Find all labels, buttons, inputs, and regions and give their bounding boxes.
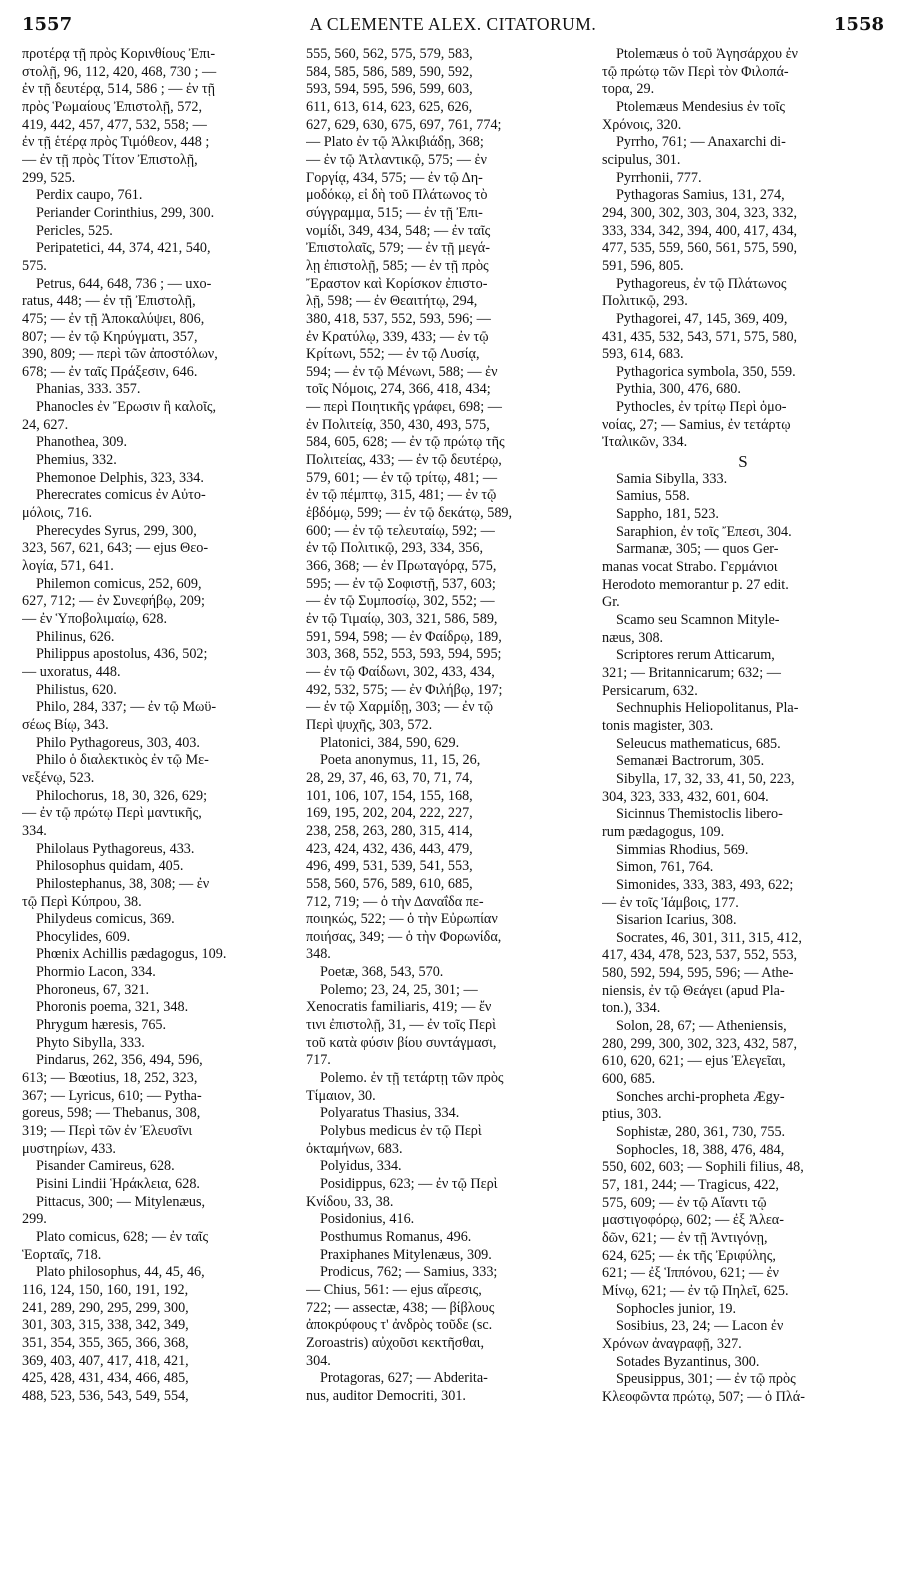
index-line: scipulus, 301. [602, 151, 681, 168]
index-line: 334. [22, 822, 47, 839]
index-line: ἐν Πολιτείᾳ, 350, 430, 493, 575, [306, 416, 490, 433]
index-line: Praxiphanes Mitylenæus, 309. [320, 1246, 492, 1263]
index-line: Τίμαιον, 30. [306, 1087, 376, 1104]
index-line: Κλεοφῶντα πρώτῳ, 507; — ὁ Πλά- [602, 1388, 805, 1405]
index-line: 366, 368; — ἐν Πρωταγόρᾳ, 575, [306, 558, 497, 575]
index-line: 584, 585, 586, 589, 590, 592, [306, 63, 473, 80]
index-line: Philippus apostolus, 436, 502; [36, 646, 208, 663]
left-page-number: 1557 [22, 14, 73, 35]
index-line: Philinus, 626. [36, 628, 115, 645]
index-line: Phœnix Achillis pædagogus, 109. [36, 946, 227, 963]
index-line: Pisander Camireus, 628. [36, 1158, 175, 1175]
index-line: Saraphion, ἐν τοῖς Ἔπεσι, 304. [616, 523, 792, 540]
index-line: Philydeus comicus, 369. [36, 911, 175, 928]
index-line: Polyidus, 334. [320, 1158, 402, 1175]
index-line: ὀκταμήνων, 683. [306, 1140, 403, 1157]
index-line: 367; — Lyricus, 610; — Pytha- [22, 1087, 202, 1104]
index-line: προτέρᾳ τῇ πρὸς Κορινθίους Ἐπι- [22, 46, 216, 62]
index-line: Phocylides, 609. [36, 928, 131, 945]
index-line: nus, auditor Democriti, 301. [306, 1387, 466, 1404]
index-line: 419, 442, 457, 477, 532, 558; — [22, 116, 207, 133]
index-line: Simmias Rhodius, 569. [616, 841, 749, 858]
index-line: Polybus medicus ἐν τῷ Περὶ [320, 1123, 482, 1140]
index-column-left [22, 46, 294, 1406]
index-line: 57, 181, 244; — Tragicus, 422, [602, 1177, 779, 1193]
index-line: μόλοις, 716. [22, 505, 93, 522]
index-line: λῇ, 598; — ἐν Θεαιτήτῳ, 294, [306, 293, 478, 310]
index-line: Philo ὁ διαλεκτικὸς ἐν τῷ Με- [36, 752, 209, 769]
index-line: Χρόνοις, 320. [602, 116, 682, 133]
index-line: Sonches archi-propheta Ægy- [616, 1088, 785, 1105]
index-line: ἐν τῷ Τιμαίῳ, 303, 321, 586, 589, [306, 611, 498, 627]
index-line: τῷ πρώτῳ τῶν Περὶ τὸν Φιλοπά- [602, 63, 789, 80]
index-line: Polemo; 23, 24, 25, 301; — [320, 981, 478, 998]
index-line: ποιηκώς, 522; — ὁ τὴν Εὐρωπίαν [306, 911, 498, 928]
index-line: 593, 614, 683. [602, 346, 684, 363]
index-line: 299. [22, 1211, 47, 1228]
index-line: Phemonoe Delphis, 323, 334. [36, 469, 204, 486]
index-line: 323, 567, 621, 643; — ejus Θεο- [22, 540, 209, 557]
index-line: Scamo seu Scamnon Mityle- [616, 612, 780, 628]
index-line: 558, 560, 576, 589, 610, 685, [306, 875, 473, 892]
index-line: Speusippus, 301; — ἐν τῷ πρὸς [616, 1371, 796, 1388]
index-line: Χρόνων ἀναγραφῇ, 327. [602, 1335, 742, 1352]
index-line: 348. [306, 946, 331, 963]
index-line: τῷ Περὶ Κύπρου, 38. [22, 893, 142, 910]
index-line: Περὶ ψυχῆς, 303, 572. [306, 716, 433, 733]
index-line: 712, 719; — ὁ τὴν Δαναΐδα πε- [306, 893, 484, 910]
index-line: Plato comicus, 628; — ἐν ταῖς [36, 1228, 209, 1245]
page-header [22, 14, 884, 42]
index-line: — ἐν τῷ Φαίδωνι, 302, 433, 434, [306, 663, 495, 680]
index-line: 380, 418, 537, 552, 593, 596; — [306, 310, 491, 327]
index-line: — ἐν τῷ Συμποσίῳ, 302, 552; — [306, 593, 495, 610]
index-line: ποιήσας, 349; — ὁ τὴν Φορωνίδα, [306, 928, 502, 945]
index-line: næus, 308. [602, 629, 664, 646]
index-line: Samia Sibylla, 333. [616, 470, 728, 487]
index-line: Phoronis poema, 321, 348. [36, 999, 189, 1016]
index-line: 319; — Περὶ τῶν ἐν Ἐλευσῖνι [22, 1123, 193, 1140]
index-line: — ἐν τῷ πρώτῳ Περὶ μαντικῆς, [22, 805, 202, 822]
index-line: 717. [306, 1052, 331, 1069]
right-page-number: 1558 [833, 14, 884, 35]
index-line: Zoroastris) αὐχοῦσι κεκτῆσθαι, [306, 1334, 484, 1351]
index-line: Sibylla, 17, 32, 33, 41, 50, 223, [616, 770, 795, 787]
index-column-middle [306, 46, 586, 1406]
index-line: 321; — Britannicarum; 632; — [602, 664, 781, 681]
index-line: Pherecrates comicus ἐν Αὐτο- [36, 487, 206, 504]
index-line: Sophistæ, 280, 361, 730, 755. [616, 1124, 786, 1141]
index-line: 595; — ἐν τῷ Σοφιστῇ, 537, 603; [306, 575, 496, 592]
index-line: 550, 602, 603; — Sophili filius, 48, [602, 1159, 804, 1176]
index-line: 417, 434, 478, 523, 537, 552, 553, [602, 947, 798, 964]
index-line: Pyrrhonii, 777. [616, 169, 702, 186]
index-line: — περὶ Ποιητικῆς γράφει, 698; — [306, 399, 502, 416]
index-line: Μίνῳ, 621; — ἐν τῷ Πηλεῖ, 625. [602, 1282, 789, 1299]
index-line: Phanothea, 309. [36, 434, 128, 451]
index-line: tonis magister, 303. [602, 717, 714, 734]
index-line: Phyto Sibylla, 333. [36, 1034, 145, 1051]
index-line: μαστιγοφόρῳ, 602; — ἐξ Ἀλεα- [602, 1212, 784, 1229]
index-line: Petrus, 644, 648, 736 ; — uxo- [36, 275, 212, 292]
index-line: Philo, 284, 337; — ἐν τῷ Μωϋ- [36, 699, 217, 716]
index-line: 593, 594, 595, 596, 599, 603, [306, 81, 473, 98]
index-line: 807; — ἐν τῷ Κηρύγματι, 357, [22, 328, 198, 345]
index-line: Ἔραστον καὶ Κορίσκον ἐπιστο- [306, 275, 488, 292]
index-line: μυστηρίων, 433. [22, 1140, 116, 1157]
index-line: μοδόκῳ, εἰ δὴ τοῦ Πλάτωνος τὸ [306, 187, 488, 204]
index-line: Simonides, 333, 383, 493, 622; [616, 876, 794, 893]
index-line: Solon, 28, 67; — Atheniensis, [616, 1018, 787, 1035]
index-line: 28, 29, 37, 46, 63, 70, 71, 74, [306, 769, 473, 786]
index-line: νοίας, 27; — Samius, ἐν τετάρτῳ [602, 416, 791, 433]
index-line: Sosibius, 23, 24; — Lacon ἐν [616, 1318, 784, 1335]
index-line: Prodicus, 762; — Samius, 333; [320, 1264, 498, 1281]
index-line: τορα, 29. [602, 81, 655, 98]
index-line: λῃ ἐπιστολῇ, 585; — ἐν τῇ πρὸς [306, 257, 489, 274]
index-line: Platonici, 384, 590, 629. [320, 734, 460, 751]
index-line: 575. [22, 257, 47, 274]
index-line: 722; — assectæ, 438; — βίβλους [306, 1299, 495, 1316]
index-line: Sappho, 181, 523. [616, 506, 719, 523]
index-line: Periander Corinthius, 299, 300. [36, 204, 215, 221]
index-line: Protagoras, 627; — Abderita- [320, 1370, 488, 1387]
index-line: ton.), 334. [602, 1000, 661, 1017]
index-line: Poeta anonymus, 11, 15, 26, [320, 752, 481, 769]
index-line: niensis, ἐν τῷ Θεάγει (apud Pla- [602, 982, 785, 999]
index-line: Pericles, 525. [36, 222, 113, 239]
index-line: 624, 625; — ἐκ τῆς Ἐριφύλης, [602, 1247, 776, 1264]
index-line: Sarmanæ, 305; — quos Ger- [616, 541, 779, 558]
index-line: 600, 685. [602, 1071, 656, 1088]
index-line: Poetæ, 368, 543, 570. [320, 964, 444, 981]
index-line: Philemon comicus, 252, 609, [36, 575, 202, 592]
index-line: — ἐν τῷ Ἀτλαντικῷ, 575; — ἐν [306, 151, 487, 168]
index-line: Γοργίᾳ, 434, 575; — ἐν τῷ Δη- [306, 169, 483, 186]
index-line: 101, 106, 107, 154, 155, 168, [306, 787, 473, 804]
index-line: 304. [306, 1352, 331, 1369]
index-line: Phrygum hæresis, 765. [36, 1017, 167, 1034]
index-line: 591, 594, 598; — ἐν Φαίδρῳ, 189, [306, 628, 502, 645]
index-line: 610, 620, 621; — ejus Ἐλεγεῖαι, [602, 1053, 786, 1070]
index-line: ἐν τῇ ἑτέρᾳ πρὸς Τιμόθεον, 448 ; [22, 134, 210, 151]
index-line: 613; — Bœotius, 18, 252, 323, [22, 1070, 198, 1087]
index-line: 555, 560, 562, 575, 579, 583, [306, 46, 473, 62]
index-line: rum pædagogus, 109. [602, 823, 725, 840]
index-line: Xenocratis familiaris, 419; — ἔν [306, 999, 492, 1016]
index-line: Scriptores rerum Atticarum, [616, 647, 775, 664]
index-line: Posthumus Romanus, 496. [320, 1228, 472, 1245]
index-line: Perdix caupo, 761. [36, 187, 143, 204]
index-line: Philo Pythagoreus, 303, 403. [36, 734, 200, 751]
index-line: τοῖς Νόμοις, 274, 366, 418, 434; [306, 381, 491, 398]
index-line: 116, 124, 150, 160, 191, 192, [22, 1281, 189, 1298]
index-line: Samius, 558. [616, 488, 690, 505]
index-line: Πολιτείας, 433; — ἐν τῷ δευτέρῳ, [306, 452, 502, 469]
index-line: 594; — ἐν τῷ Μένωνι, 588; — ἐν [306, 363, 498, 380]
index-line: — ἐν Ὑποβολιμαίῳ, 628. [22, 611, 168, 627]
index-line: goreus, 598; — Thebanus, 308, [22, 1105, 201, 1122]
index-line: Pittacus, 300; — Mitylenæus, [36, 1193, 206, 1210]
index-line: Pisini Lindii Ἡράκλεια, 628. [36, 1176, 200, 1192]
index-line: 425, 428, 431, 434, 466, 485, [22, 1370, 189, 1387]
index-line: 299, 525. [22, 169, 76, 186]
index-line: Ptolemæus Mendesius ἐν τοῖς [616, 98, 785, 115]
index-line: Philochorus, 18, 30, 326, 629; [36, 787, 208, 804]
index-line: 621; — ἐξ Ἱππόνου, 621; — ἐν [602, 1265, 779, 1282]
index-line: — uxoratus, 448. [22, 663, 121, 680]
index-line: νομίδι, 349, 434, 548; — ἐν ταῖς [306, 222, 491, 239]
index-line: 475; — ἐν τῇ Ἀποκαλύψει, 806, [22, 310, 205, 327]
index-line: Plato philosophus, 44, 45, 46, [36, 1264, 205, 1281]
index-line: Κνίδου, 33, 38. [306, 1193, 394, 1210]
index-line: Gr. [602, 594, 620, 611]
index-line: 584, 605, 628; — ἐν τῷ πρώτῳ τῆς [306, 434, 505, 451]
index-line: Sotades Byzantinus, 300. [616, 1353, 760, 1370]
index-line: Phanias, 333. 357. [36, 381, 141, 398]
index-line: Seleucus mathematicus, 685. [616, 735, 781, 752]
index-line: Peripatetici, 44, 374, 421, 540, [36, 240, 211, 257]
index-line: Phanocles ἐν Ἔρωσιν ἢ καλοῖς, [36, 399, 217, 416]
index-line: ἐν Κρατύλῳ, 339, 433; — ἐν τῷ [306, 328, 489, 345]
index-line: Sicinnus Themistoclis libero- [616, 806, 783, 823]
index-line: Sechnuphis Heliopolitanus, Pla- [616, 700, 799, 717]
index-line: Ἐπιστολαῖς, 579; — ἐν τῇ μεγά- [306, 240, 490, 257]
index-line: Pherecydes Syrus, 299, 300, [36, 522, 197, 539]
index-line: λογία, 571, 641. [22, 558, 114, 575]
index-line: — ἐν τῷ Χαρμίδῃ, 303; — ἐν τῷ [306, 699, 494, 716]
index-line: 280, 299, 300, 302, 323, 432, 587, [602, 1035, 798, 1052]
index-line: 169, 195, 202, 204, 222, 227, [306, 805, 473, 822]
index-line: 294, 300, 302, 303, 304, 323, 332, [602, 204, 798, 221]
index-line: σέως Βίῳ, 343. [22, 716, 109, 733]
index-line: ptius, 303. [602, 1106, 662, 1123]
index-line: Philostephanus, 38, 308; — ἐν [36, 875, 210, 892]
index-line: Ἑορταῖς, 718. [22, 1246, 102, 1263]
index-line: Philolaus Pythagoreus, 433. [36, 840, 195, 857]
index-line: 580, 592, 594, 595, 596; — Athe- [602, 965, 794, 982]
index-line: 238, 258, 263, 280, 315, 414, [306, 822, 473, 839]
index-line: 369, 403, 407, 417, 418, 421, [22, 1352, 189, 1369]
index-line: 600; — ἐν τῷ τελευταίῳ, 592; — [306, 522, 495, 539]
index-line: τινι ἐπιστολῇ, 31, — ἐν τοῖς Περὶ [306, 1017, 496, 1034]
index-line: Pindarus, 262, 356, 494, 596, [36, 1052, 203, 1069]
index-line: — Chius, 561: — ejus αἵρεσις, [306, 1281, 482, 1298]
index-line: τοῦ κατὰ φύσιν βίου συντάγμασι, [306, 1034, 497, 1051]
index-line: 24, 627. [22, 416, 69, 433]
index-line: 431, 435, 532, 543, 571, 575, 580, [602, 328, 798, 345]
index-line: Posidippus, 623; — ἐν τῷ Περὶ [320, 1176, 498, 1192]
index-line: Posidonius, 416. [320, 1211, 415, 1228]
index-line: ἐν τῷ πέμπτῳ, 315, 481; — ἐν τῷ [306, 487, 497, 504]
index-line: 591, 596, 805. [602, 257, 684, 274]
index-line: Πολιτικῷ, 293. [602, 293, 688, 310]
index-line: Pythagorica symbola, 350, 559. [616, 363, 796, 380]
index-line: Sisarion Icarius, 308. [616, 912, 737, 929]
index-line: Herodoto memorantur p. 27 edit. [602, 576, 789, 593]
index-line: — ἐν τοῖς Ἰάμβοις, 177. [602, 894, 739, 911]
index-line: Pyrrho, 761; — Anaxarchi di- [616, 134, 786, 151]
index-line: 333, 334, 342, 394, 400, 417, 434, [602, 222, 798, 239]
index-line: Pythagoreus, ἐν τῷ Πλάτωνος [616, 275, 787, 292]
index-line: Phoroneus, 67, 321. [36, 981, 150, 998]
index-line: 627, 629, 630, 675, 697, 761, 774; [306, 116, 502, 133]
index-line: Polyaratus Thasius, 334. [320, 1105, 460, 1122]
index-line: 301, 303, 315, 338, 342, 349, [22, 1317, 189, 1334]
index-line: Philistus, 620. [36, 681, 117, 698]
index-line: 575, 609; — ἐν τῷ Αἴαντι τῷ [602, 1194, 767, 1211]
index-line: 492, 532, 575; — ἐν Φιλήβῳ, 197; [306, 681, 503, 698]
index-line: Simon, 761, 764. [616, 859, 714, 876]
index-line: 611, 613, 614, 623, 625, 626, [306, 98, 473, 115]
index-line: Philosophus quidam, 405. [36, 858, 184, 875]
index-line: ἀποκρύφους τ' ἀνδρὸς τοῦδε (sc. [306, 1317, 493, 1334]
index-line: Phormio Lacon, 334. [36, 964, 156, 981]
index-line: Pythia, 300, 476, 680. [616, 381, 741, 398]
index-column-right [602, 46, 884, 1407]
index-line: ἐν τῷ Πολιτικῷ, 293, 334, 356, [306, 540, 484, 557]
index-line: Ptolemæus ὁ τοῦ Ἀγησάρχου ἐν [616, 46, 798, 62]
index-line: 390, 809; — περὶ τῶν ἀποστόλων, [22, 346, 218, 363]
index-line: νεξένῳ, 523. [22, 769, 95, 786]
section-letter: S [738, 452, 748, 471]
index-line: Ἰταλικῶν, 334. [602, 434, 688, 451]
index-line: Semanæi Bactrorum, 305. [616, 753, 765, 770]
index-line: 488, 523, 536, 543, 549, 554, [22, 1387, 189, 1404]
index-line: δῶν, 621; — ἐν τῇ Ἀντιγόνῃ, [602, 1229, 768, 1246]
index-line: 351, 354, 355, 365, 366, 368, [22, 1334, 189, 1351]
index-line: πρὸς Ῥωμαίους Ἐπιστολῇ, 572, [22, 98, 203, 115]
index-line: Sophocles junior, 19. [616, 1300, 737, 1317]
index-line: ratus, 448; — ἐν τῇ Ἐπιστολῇ, [22, 293, 196, 310]
index-line: 579, 601; — ἐν τῷ τρίτῳ, 481; — [306, 469, 498, 486]
index-line: — Plato ἐν τῷ Ἀλκιβιάδῃ, 368; [306, 134, 484, 151]
index-line: 304, 323, 333, 432, 601, 604. [602, 788, 769, 805]
index-line: Pythagorei, 47, 145, 369, 409, [616, 310, 788, 327]
index-line: σύγγραμμα, 515; — ἐν τῇ Ἐπι- [306, 204, 483, 221]
index-line: 477, 535, 559, 560, 561, 575, 590, [602, 240, 798, 257]
index-line: 303, 368, 552, 553, 593, 594, 595; [306, 646, 502, 663]
index-line: manas vocat Strabo. Γερμάνιοι [602, 559, 778, 576]
running-title: A CLEMENTE ALEX. CITATORUM. [309, 14, 597, 34]
index-line: Persicarum, 632. [602, 682, 698, 699]
index-line: Polemo. ἐν τῇ τετάρτῃ τῶν πρὸς [320, 1070, 504, 1087]
index-line: στολῇ, 96, 112, 420, 468, 730 ; — [22, 63, 217, 80]
index-line: 423, 424, 432, 436, 443, 479, [306, 840, 473, 857]
index-line: ἑβδόμῳ, 599; — ἐν τῷ δεκάτῳ, 589, [306, 505, 513, 522]
index-line: Phemius, 332. [36, 452, 117, 469]
index-line: 627, 712; — ἐν Συνεφήβῳ, 209; [22, 593, 205, 610]
index-line: 678; — ἐν ταῖς Πράξεσιν, 646. [22, 363, 198, 380]
index-line: 241, 289, 290, 295, 299, 300, [22, 1299, 189, 1316]
index-line: Pythagoras Samius, 131, 274, [616, 187, 785, 204]
index-line: ἐν τῇ δευτέρᾳ, 514, 586 ; — ἐν τῇ [22, 81, 215, 98]
index-line: Pythocles, ἐν τρίτῳ Περὶ ὁμο- [616, 399, 787, 416]
index-line: Sophocles, 18, 388, 476, 484, [616, 1141, 785, 1158]
index-line: 496, 499, 531, 539, 541, 553, [306, 858, 473, 875]
index-line: — ἐν τῇ πρὸς Τίτον Ἐπιστολῇ, [22, 151, 198, 168]
index-line: Κρίτωνι, 552; — ἐν τῷ Λυσίᾳ, [306, 346, 480, 363]
index-line: Socrates, 46, 301, 311, 315, 412, [616, 929, 802, 946]
